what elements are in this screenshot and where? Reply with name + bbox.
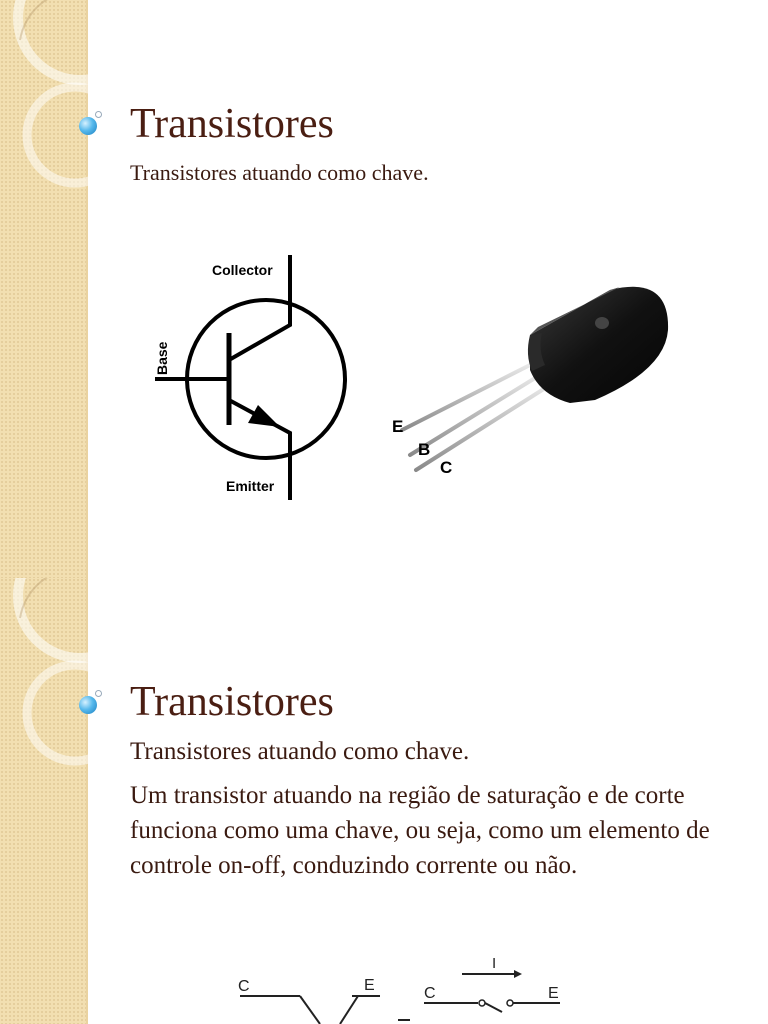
emitter-arrow-icon (248, 405, 280, 427)
switch-e-label: E (548, 985, 559, 1002)
slide-subtitle: Transistores atuando como chave. (130, 160, 429, 185)
slide-body-text: Um transistor atuando na região de saturação e de corte funciona como uma chave, ou seja, como um elemento de controle on-off, conduzindo corrente ou não. (130, 782, 710, 879)
switch-equivalence-diagram (230, 948, 570, 1024)
bullet-icon (79, 117, 97, 135)
collector-label: Collector (212, 262, 273, 278)
slide-title: Transistores (130, 101, 334, 147)
decorative-rings (0, 578, 150, 878)
bullet-small-dot (95, 111, 102, 118)
current-arrow-icon (514, 970, 522, 978)
transistor-photo (380, 275, 680, 485)
pin-e-label: E (392, 417, 404, 436)
transistor-symbol-diagram (140, 255, 370, 500)
current-label: I (492, 955, 497, 972)
bullet-icon (79, 696, 97, 714)
pin-c-label: C (440, 458, 453, 477)
diagram-e-label: E (364, 977, 375, 994)
diagram-c-label: C (238, 978, 250, 995)
slide-subtitle: Transistores atuando como chave. (130, 738, 470, 765)
switch-c-label: C (424, 985, 436, 1002)
bullet-small-dot (95, 690, 102, 697)
decorative-rings (0, 0, 150, 300)
emitter-label: Emitter (226, 478, 275, 494)
base-label: Base (154, 341, 170, 375)
slide-2 (0, 578, 768, 1024)
slide-title: Transistores (130, 679, 334, 725)
pin-b-label: B (418, 440, 431, 459)
